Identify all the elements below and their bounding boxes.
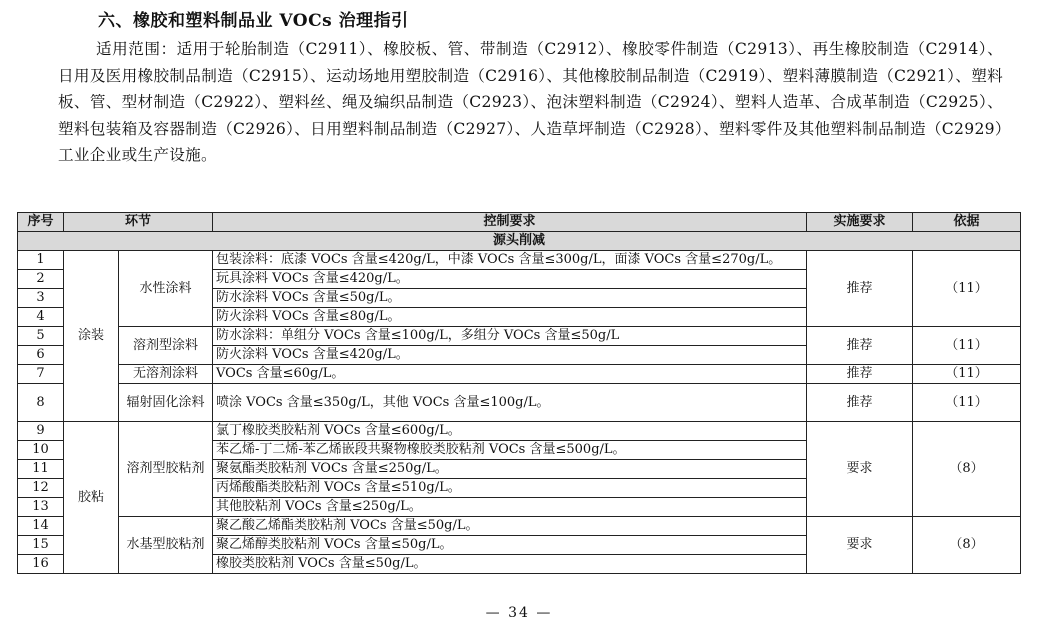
row-no: 5	[18, 327, 64, 346]
table-row	[18, 422, 1021, 441]
category-adhesive: 胶粘	[64, 422, 119, 574]
basis-group-4: （11）	[913, 384, 1021, 422]
row-no: 16	[18, 555, 64, 574]
row-no: 1	[18, 251, 64, 270]
row-no: 6	[18, 346, 64, 365]
table-row	[18, 365, 1021, 384]
impl-group-1: 推荐	[807, 251, 913, 327]
table-row	[18, 517, 1021, 536]
sub-solvent-coating: 溶剂型涂料	[119, 327, 213, 365]
row-no: 10	[18, 441, 64, 460]
header-requirement: 控制要求	[213, 213, 807, 232]
table-header-row	[18, 213, 1021, 232]
row-requirement: 喷涂 VOCs 含量≤350g/L，其他 VOCs 含量≤100g/L。	[213, 384, 807, 422]
row-requirement: 包装涂料：底漆 VOCs 含量≤420g/L，中漆 VOCs 含量≤300g/L，面漆 VOCs 含量≤270g/L。	[213, 251, 807, 270]
row-no: 15	[18, 536, 64, 555]
row-no: 8	[18, 384, 64, 422]
row-requirement: 橡胶类胶粘剂 VOCs 含量≤50g/L。	[213, 555, 807, 574]
row-requirement: 玩具涂料 VOCs 含量≤420g/L。	[213, 270, 807, 289]
sub-water-adhesive: 水基型胶粘剂	[119, 517, 213, 574]
row-requirement: VOCs 含量≤60g/L。	[213, 365, 807, 384]
row-no: 3	[18, 289, 64, 308]
row-requirement: 防火涂料 VOCs 含量≤80g/L。	[213, 308, 807, 327]
scope-paragraph: 适用范围：适用于轮胎制造（C2911）、橡胶板、管、带制造（C2912）、橡胶零件制造（C2913）、再生橡胶制造（C2914）、日用及医用橡胶制品制造（C2915）、运动场地用塑胶制造（C2916）、其他橡胶制品制造（C2919）、塑料薄膜制造（C2921）、塑料板、管、型材制造（C2922）、塑料丝、绳及编织品制造（C2923）、泡沫塑料制造（C2924）、塑料人造革、合成革制造（C2925）、塑料包装箱及容器制造（C2926）、日用塑料制品制造（C2927）、人造草坪制造（C2928）、塑料零件及其他塑料制品制造（C2929）工业企业或生产设施。	[58, 40, 1003, 164]
row-no: 2	[18, 270, 64, 289]
category-coating: 涂装	[64, 251, 119, 422]
sub-nonsolvent-coating: 无溶剂涂料	[119, 365, 213, 384]
sub-radiation-coating: 辐射固化涂料	[119, 384, 213, 422]
header-no: 序号	[18, 213, 64, 232]
voc-requirements-table	[17, 212, 1021, 574]
basis-group-2: （11）	[913, 327, 1021, 365]
row-requirement: 防水涂料 VOCs 含量≤50g/L。	[213, 289, 807, 308]
row-no: 12	[18, 479, 64, 498]
row-no: 4	[18, 308, 64, 327]
section-row	[18, 232, 1021, 251]
row-requirement: 防火涂料 VOCs 含量≤420g/L。	[213, 346, 807, 365]
row-no: 14	[18, 517, 64, 536]
impl-group-5: 要求	[807, 422, 913, 517]
row-requirement: 苯乙烯-丁二烯-苯乙烯嵌段共聚物橡胶类胶粘剂 VOCs 含量≤500g/L。	[213, 441, 807, 460]
row-requirement: 聚乙烯醇类胶粘剂 VOCs 含量≤50g/L。	[213, 536, 807, 555]
row-requirement: 氯丁橡胶类胶粘剂 VOCs 含量≤600g/L。	[213, 422, 807, 441]
impl-group-6: 要求	[807, 517, 913, 574]
basis-group-1: （11）	[913, 251, 1021, 327]
page-number: — 34 —	[485, 605, 553, 621]
basis-group-5: （8）	[913, 422, 1021, 517]
row-no: 11	[18, 460, 64, 479]
sub-solvent-adhesive: 溶剂型胶粘剂	[119, 422, 213, 517]
table-row	[18, 327, 1021, 346]
header-basis: 依据	[913, 213, 1021, 232]
section-heading: 六、橡胶和塑料制品业 VOCs 治理指引	[98, 11, 409, 31]
basis-group-3: （11）	[913, 365, 1021, 384]
impl-group-3: 推荐	[807, 365, 913, 384]
row-no: 9	[18, 422, 64, 441]
row-requirement: 聚乙酸乙烯酯类胶粘剂 VOCs 含量≤50g/L。	[213, 517, 807, 536]
row-no: 13	[18, 498, 64, 517]
section-title: 源头削减	[18, 232, 1021, 251]
header-implementation: 实施要求	[807, 213, 913, 232]
table-row	[18, 251, 1021, 270]
impl-group-4: 推荐	[807, 384, 913, 422]
row-requirement: 丙烯酸酯类胶粘剂 VOCs 含量≤510g/L。	[213, 479, 807, 498]
row-requirement: 防水涂料：单组分 VOCs 含量≤100g/L，多组分 VOCs 含量≤50g/L	[213, 327, 807, 346]
table-row	[18, 384, 1021, 422]
impl-group-2: 推荐	[807, 327, 913, 365]
basis-group-6: （8）	[913, 517, 1021, 574]
header-stage: 环节	[64, 213, 213, 232]
sub-water-coating: 水性涂料	[119, 251, 213, 327]
row-no: 7	[18, 365, 64, 384]
row-requirement: 聚氨酯类胶粘剂 VOCs 含量≤250g/L。	[213, 460, 807, 479]
row-requirement: 其他胶粘剂 VOCs 含量≤250g/L。	[213, 498, 807, 517]
